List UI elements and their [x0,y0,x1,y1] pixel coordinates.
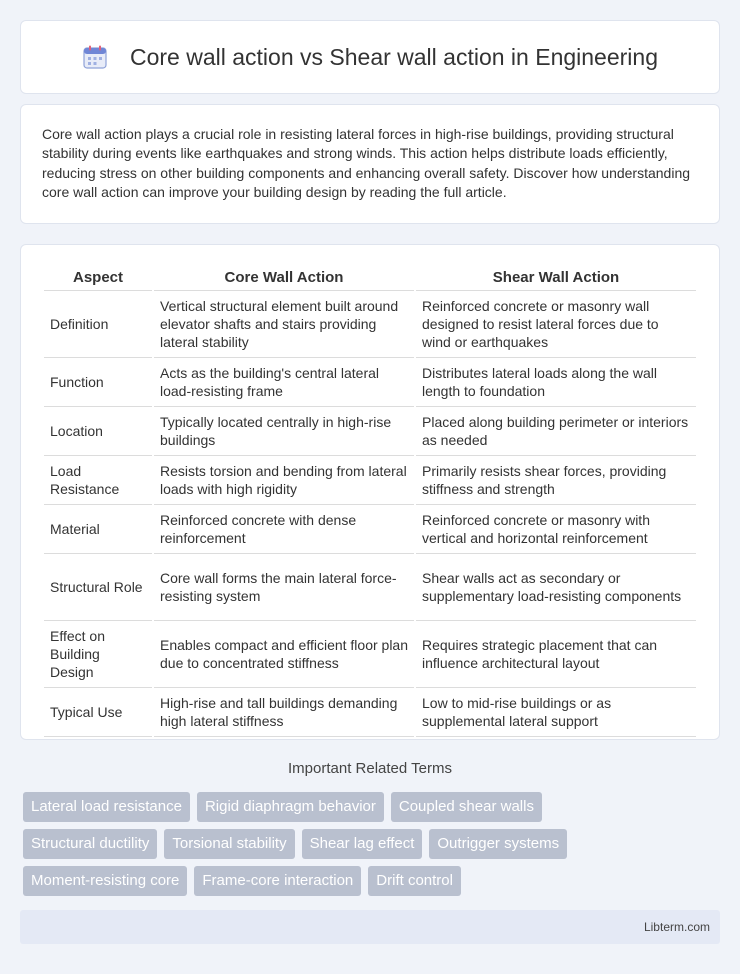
tag-row [23,866,723,896]
core-cell: Core wall forms the main lateral force-resisting system [154,554,414,621]
related-term-tag[interactable]: Structural ductility [23,829,157,859]
aspect-cell: Function [44,358,152,407]
header-core-wall: Core Wall Action [154,263,414,291]
shear-cell: Distributes lateral loads along the wall length to foundation [416,358,696,407]
aspect-cell: Structural Role [44,554,152,621]
comparison-table-card [20,244,720,740]
header-shear-wall: Shear Wall Action [416,263,696,291]
table-row [44,554,696,621]
related-term-tag[interactable]: Outrigger systems [429,829,567,859]
shear-cell: Reinforced concrete or masonry with vertical and horizontal reinforcement [416,505,696,554]
related-term-tag[interactable]: Rigid diaphragm behavior [197,792,384,822]
related-term-tag[interactable]: Shear lag effect [302,829,423,859]
related-term-tag[interactable]: Drift control [368,866,461,896]
intro-card [20,104,720,224]
aspect-cell: Load Resistance [44,456,152,505]
related-term-tag[interactable]: Torsional stability [164,829,294,859]
footer [20,910,720,944]
core-cell: High-rise and tall buildings demanding high lateral stiffness [154,688,414,737]
page-title: Core wall action vs Shear wall action in Engineering [129,43,658,70]
core-cell: Resists torsion and bending from lateral loads with high rigidity [154,456,414,505]
related-term-tag[interactable]: Frame-core interaction [194,866,361,896]
shear-cell: Placed along building perimeter or interiors as needed [416,407,696,456]
header-card [20,20,720,94]
core-cell: Vertical structural element built around elevator shafts and stairs providing lateral stability [154,291,414,358]
table-row [44,456,696,505]
core-cell: Reinforced concrete with dense reinforcement [154,505,414,554]
shear-cell: Shear walls act as secondary or supplementary load-resisting components [416,554,696,621]
table-row [44,291,696,358]
footer-site-link[interactable]: Libterm.com [643,920,710,934]
table-row [44,621,696,688]
header-aspect: Aspect [44,263,152,291]
tag-row [23,792,723,822]
table-row [44,358,696,407]
aspect-cell: Typical Use [44,688,152,737]
aspect-cell: Material [44,505,152,554]
aspect-cell: Location [44,407,152,456]
related-terms-list [23,792,723,903]
aspect-cell: Definition [44,291,152,358]
core-cell: Acts as the building's central lateral load-resisting frame [154,358,414,407]
core-cell: Typically located centrally in high-rise buildings [154,407,414,456]
core-cell: Enables compact and efficient floor plan due to concentrated stiffness [154,621,414,688]
table-row [44,407,696,456]
related-term-tag[interactable]: Moment-resisting core [23,866,187,896]
intro-text: Core wall action plays a crucial role in resisting lateral forces in high-rise buildings, providing structural stability during events like earthquakes and strong winds. This action helps distribute loads efficiently, reducing stress on other building components and enhancing overall safety. Discover how understanding core wall action can improve your building design by reading the full article. [42,126,691,201]
tag-row [23,829,723,859]
related-term-tag[interactable]: Lateral load resistance [23,792,190,822]
table-row [44,505,696,554]
shear-cell: Reinforced concrete or masonry wall designed to resist lateral forces due to wind or earthquakes [416,291,696,358]
table-header-row [44,263,696,291]
related-terms-title: Important Related Terms [288,760,452,777]
shear-cell: Low to mid-rise buildings or as supplemental lateral support [416,688,696,737]
table-row [44,688,696,737]
comparison-table [42,263,698,737]
calendar-icon [82,44,108,70]
shear-cell: Primarily resists shear forces, providing stiffness and strength [416,456,696,505]
related-term-tag[interactable]: Coupled shear walls [391,792,542,822]
aspect-cell: Effect on Building Design [44,621,152,688]
shear-cell: Requires strategic placement that can influence architectural layout [416,621,696,688]
